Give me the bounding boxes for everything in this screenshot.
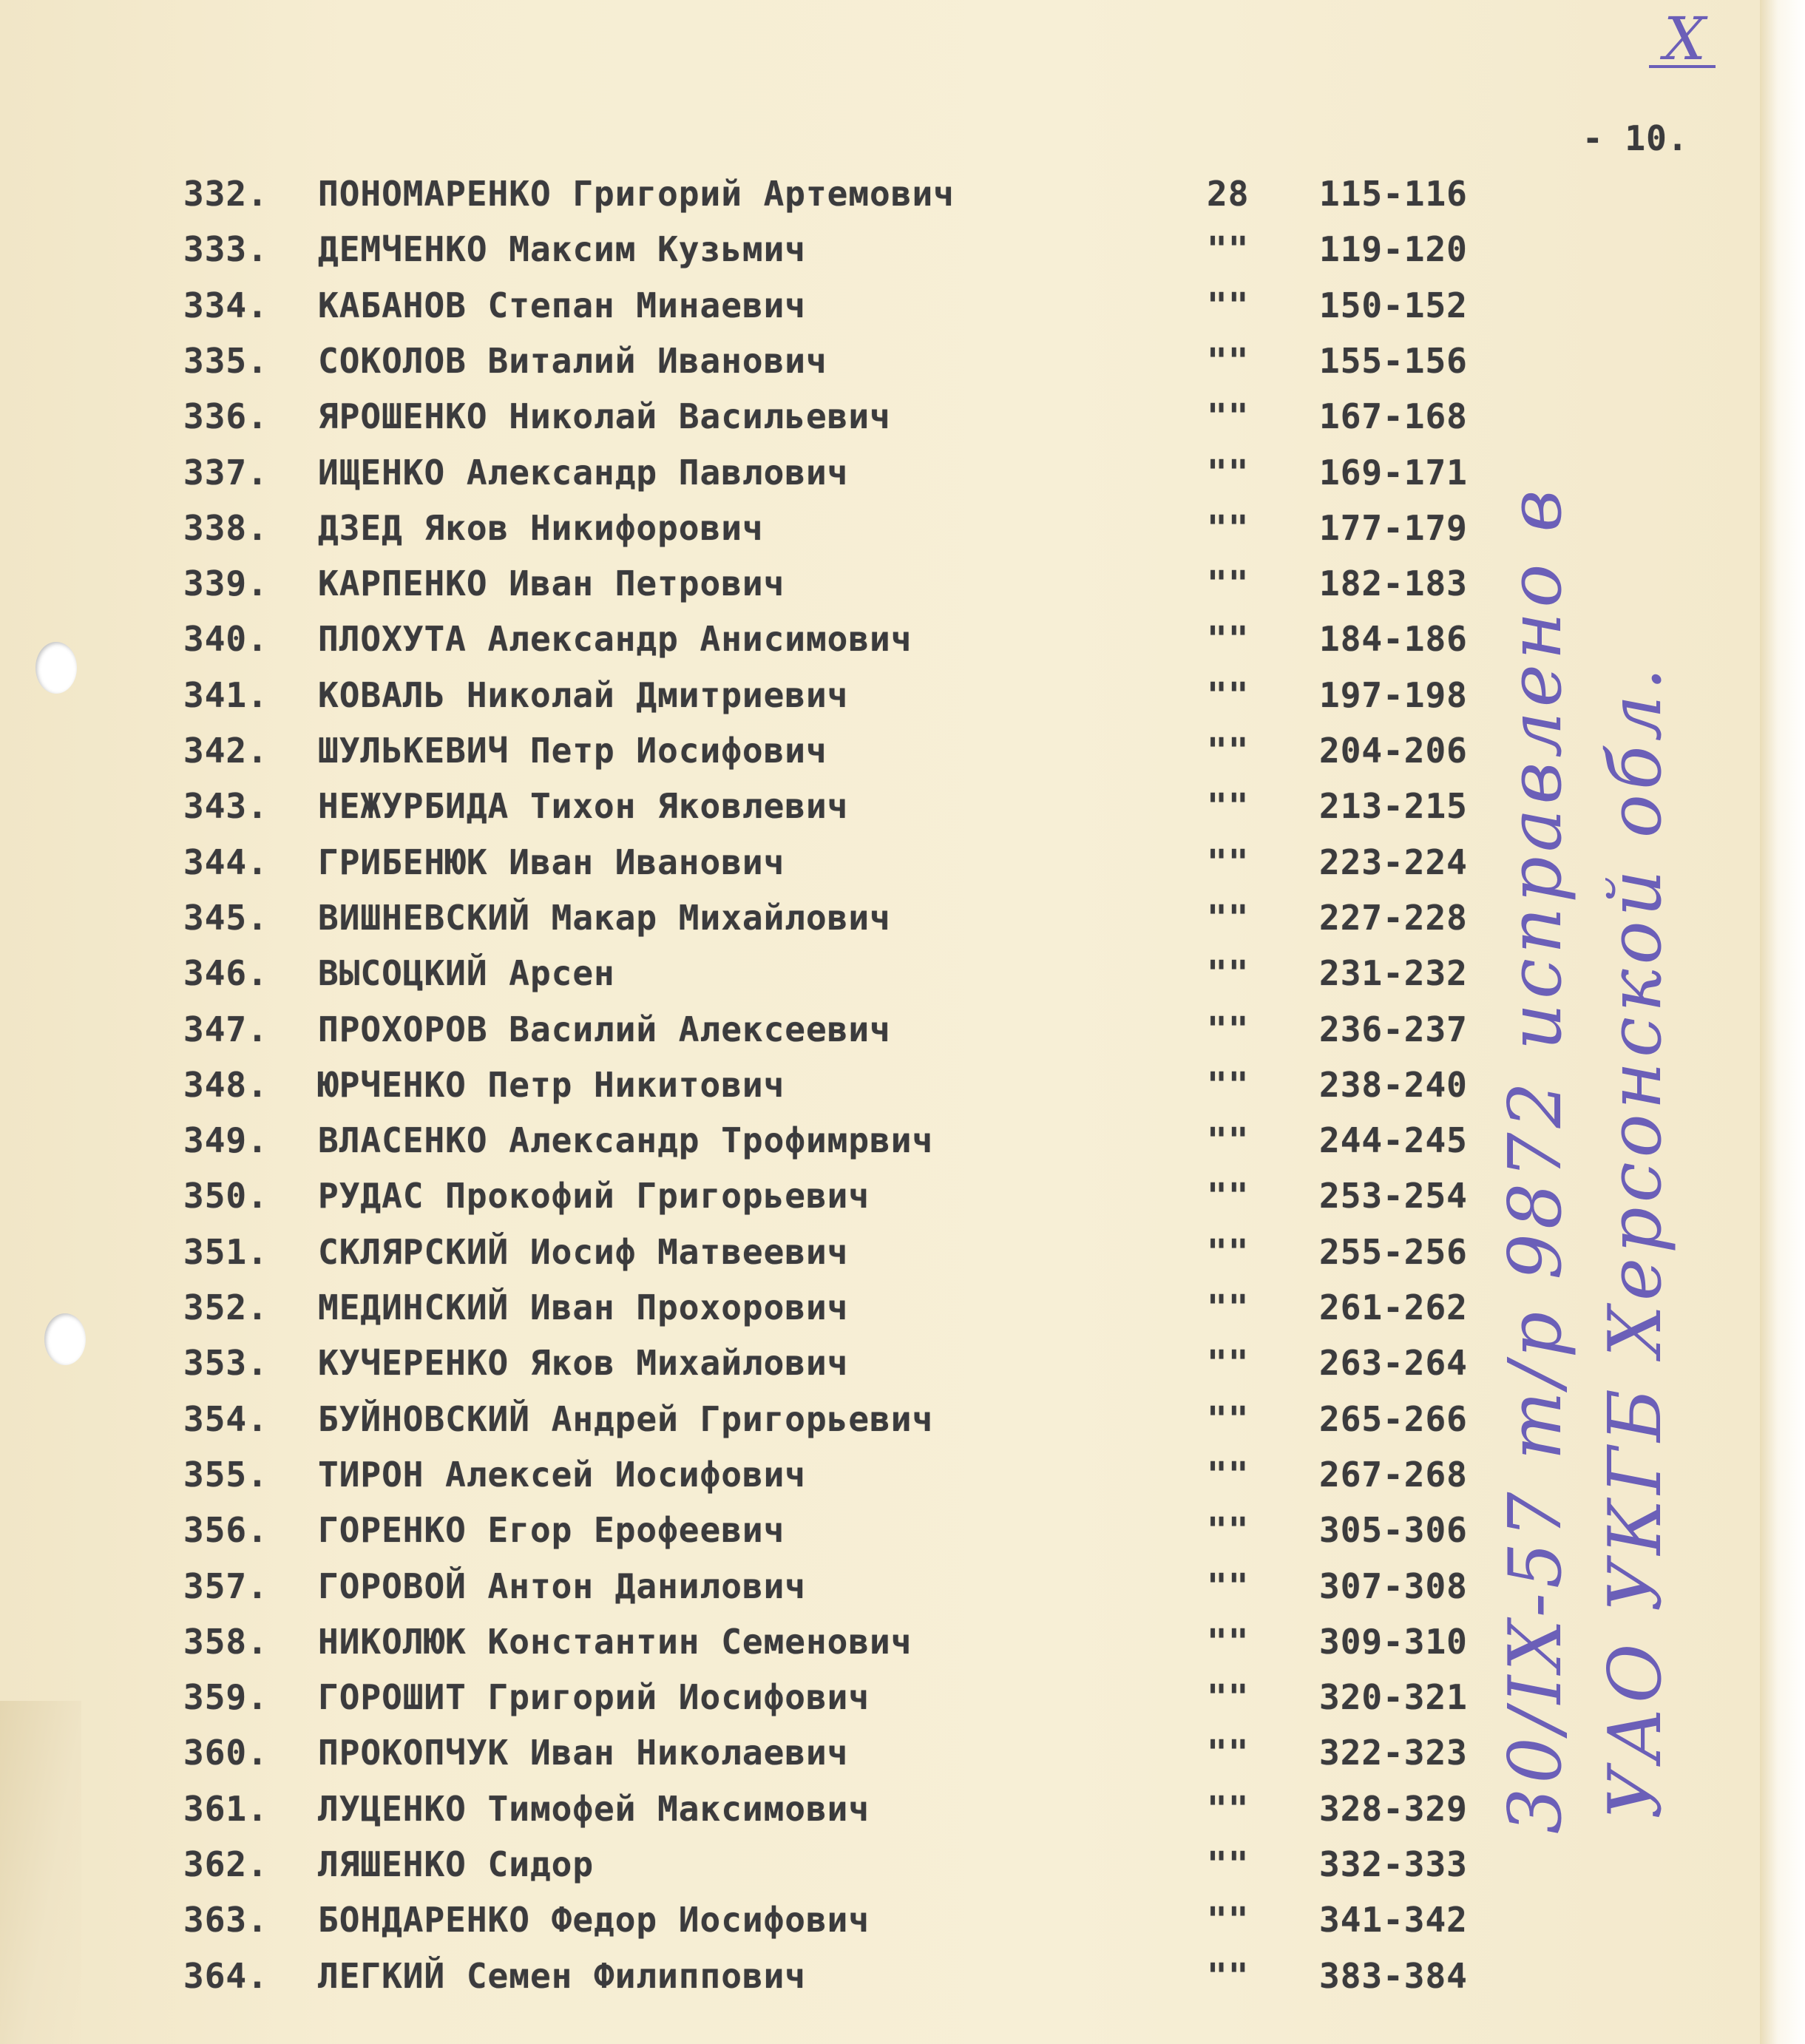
ditto-mark: "" (1207, 1788, 1250, 1829)
person-name: ВИШНЕВСКИЙ Макар Михайлович (318, 897, 891, 938)
person-name: КАРПЕНКО Иван Петрович (318, 564, 785, 604)
entry-number: 358. (183, 1621, 268, 1662)
page-range: 383-384 (1319, 1955, 1468, 1996)
entry-number: 339. (183, 564, 268, 604)
entry-number: 342. (183, 731, 268, 771)
table-row (0, 1455, 1553, 1499)
entry-number: 356. (183, 1510, 268, 1551)
page-range: 265-266 (1319, 1398, 1468, 1439)
ditto-mark: "" (1207, 1009, 1250, 1049)
person-name: НЕЖУРБИДА Тихон Яковлевич (318, 786, 849, 827)
table-row (0, 229, 1553, 274)
page-range: 267-268 (1319, 1454, 1468, 1495)
page-range: 184-186 (1319, 619, 1468, 660)
page-range: 341-342 (1319, 1900, 1468, 1940)
ditto-mark: "" (1207, 1231, 1250, 1272)
entry-number: 349. (183, 1120, 268, 1161)
table-row (0, 453, 1553, 497)
entry-number: 335. (183, 340, 268, 381)
page-range: 322-323 (1319, 1733, 1468, 1773)
table-row (0, 619, 1553, 663)
ditto-mark: "" (1207, 1343, 1250, 1384)
ditto-mark: "" (1207, 1064, 1250, 1105)
page-range: 307-308 (1319, 1566, 1468, 1606)
person-name: КАБАНОВ Степан Минаевич (318, 285, 806, 325)
person-name: ДЕМЧЕНКО Максим Кузьмич (318, 229, 806, 270)
person-name: ЛУЦЕНКО Тимофей Максимович (318, 1788, 870, 1829)
annotation-line-1: 30/IX-57 т/р 9872 исправлено в (1494, 485, 1578, 1834)
ditto-mark: "" (1207, 1510, 1250, 1551)
person-name: БУЙНОВСКИЙ Андрей Григорьевич (318, 1398, 934, 1439)
ditto-mark: "" (1207, 842, 1250, 882)
page-range: 169-171 (1319, 452, 1468, 493)
table-row (0, 1120, 1553, 1165)
table-row (0, 786, 1553, 830)
ditto-mark: "" (1207, 340, 1250, 381)
entry-number: 350. (183, 1176, 268, 1216)
entry-number: 353. (183, 1343, 268, 1384)
person-name: ГОРОШИТ Григорий Иосифович (318, 1677, 870, 1718)
page-range: 182-183 (1319, 564, 1468, 604)
page-range: 231-232 (1319, 953, 1468, 994)
page-range: 150-152 (1319, 285, 1468, 325)
table-row (0, 1065, 1553, 1109)
entry-number: 341. (183, 674, 268, 715)
person-name: ВЛАСЕНКО Александр Трофимрвич (318, 1120, 934, 1161)
ditto-mark: "" (1207, 1677, 1250, 1718)
entry-number: 355. (183, 1454, 268, 1495)
table-row (0, 731, 1553, 775)
table-row (0, 1677, 1553, 1722)
table-row (0, 1232, 1553, 1276)
entry-number: 348. (183, 1064, 268, 1105)
person-name: БОНДАРЕНКО Федор Иосифович (318, 1900, 870, 1940)
entry-number: 347. (183, 1009, 268, 1049)
table-row (0, 1343, 1553, 1387)
ditto-mark: "" (1207, 564, 1250, 604)
page-number: - 10. (1582, 118, 1689, 158)
page-range: 332-333 (1319, 1844, 1468, 1884)
table-row (0, 675, 1553, 720)
page-range: 227-228 (1319, 897, 1468, 938)
table-row (0, 1566, 1553, 1611)
table-row (0, 341, 1553, 385)
person-name: ЯРОШЕНКО Николай Васильевич (318, 396, 891, 437)
person-name: ДЗЕД Яков Никифорович (318, 507, 764, 548)
ditto-mark: "" (1207, 786, 1250, 827)
table-row (0, 1510, 1553, 1554)
person-name: ЛЕГКИЙ Семен Филиппович (318, 1955, 806, 1996)
ditto-mark: "" (1207, 731, 1250, 771)
ditto-mark: "" (1207, 1733, 1250, 1773)
entry-number: 352. (183, 1287, 268, 1327)
table-row (0, 1844, 1553, 1889)
entry-number: 340. (183, 619, 268, 660)
page-range: 204-206 (1319, 731, 1468, 771)
page-range: 328-329 (1319, 1788, 1468, 1829)
table-row (0, 1009, 1553, 1054)
ditto-mark: "" (1207, 1844, 1250, 1884)
table-row (0, 1733, 1553, 1777)
ditto-mark: "" (1207, 1176, 1250, 1216)
entry-number: 344. (183, 842, 268, 882)
person-name: ТИРОН Алексей Иосифович (318, 1454, 806, 1495)
ditto-mark: "" (1207, 619, 1250, 660)
entry-number: 332. (183, 174, 268, 214)
table-row (0, 1287, 1553, 1332)
entry-number: 364. (183, 1955, 268, 1996)
person-name: ГОРЕНКО Егор Ерофеевич (318, 1510, 785, 1551)
page-range: 320-321 (1319, 1677, 1468, 1718)
page-range: 253-254 (1319, 1176, 1468, 1216)
table-row (0, 953, 1553, 998)
entry-number: 333. (183, 229, 268, 270)
ditto-mark: "" (1207, 229, 1250, 270)
page-range: 167-168 (1319, 396, 1468, 437)
person-name: ЛЯШЕНКО Сидор (318, 1844, 595, 1884)
person-name: ГРИБЕНЮК Иван Иванович (318, 842, 785, 882)
page-range: 238-240 (1319, 1064, 1468, 1105)
person-name: КОВАЛЬ Николай Дмитриевич (318, 674, 849, 715)
page-range: 119-120 (1319, 229, 1468, 270)
entry-number: 363. (183, 1900, 268, 1940)
page-range: 115-116 (1319, 174, 1468, 214)
table-row (0, 1622, 1553, 1666)
ditto-mark: "" (1207, 396, 1250, 437)
person-name: ШУЛЬКЕВИЧ Петр Иосифович (318, 731, 827, 771)
ditto-mark: "" (1207, 1900, 1250, 1940)
ditto-mark: "" (1207, 1287, 1250, 1327)
person-name: НИКОЛЮК Константин Семенович (318, 1621, 912, 1662)
ditto-mark: "" (1207, 1398, 1250, 1439)
table-row (0, 396, 1553, 441)
ditto-mark: "" (1207, 285, 1250, 325)
entry-number: 338. (183, 507, 268, 548)
ditto-mark: "" (1207, 452, 1250, 493)
page-range: 255-256 (1319, 1231, 1468, 1272)
ditto-mark: "" (1207, 1454, 1250, 1495)
entry-number: 336. (183, 396, 268, 437)
ditto-mark: 28 (1207, 174, 1250, 214)
table-row (0, 1956, 1553, 2000)
table-row (0, 174, 1553, 218)
page-range: 244-245 (1319, 1120, 1468, 1161)
table-row (0, 1789, 1553, 1833)
page-range: 309-310 (1319, 1621, 1468, 1662)
entry-number: 359. (183, 1677, 268, 1718)
entry-number: 362. (183, 1844, 268, 1884)
person-name: КУЧЕРЕНКО Яков Михайлович (318, 1343, 849, 1384)
entry-number: 345. (183, 897, 268, 938)
ditto-mark: "" (1207, 674, 1250, 715)
entry-number: 357. (183, 1566, 268, 1606)
person-name: ПРОХОРОВ Василий Алексеевич (318, 1009, 891, 1049)
person-name: СОКОЛОВ Виталий Иванович (318, 340, 827, 381)
table-row (0, 898, 1553, 942)
ditto-mark: "" (1207, 897, 1250, 938)
page-range: 155-156 (1319, 340, 1468, 381)
page-range: 236-237 (1319, 1009, 1468, 1049)
ditto-mark: "" (1207, 1120, 1250, 1161)
ditto-mark: "" (1207, 507, 1250, 548)
page-range: 213-215 (1319, 786, 1468, 827)
table-row (0, 1399, 1553, 1444)
ditto-mark: "" (1207, 953, 1250, 994)
annotation-line-2: УАО УКГБ Херсонской обл. (1594, 663, 1678, 1819)
table-row (0, 1176, 1553, 1220)
ditto-mark: "" (1207, 1621, 1250, 1662)
page-range: 263-264 (1319, 1343, 1468, 1384)
person-name: РУДАС Прокофий Григорьевич (318, 1176, 870, 1216)
entry-number: 343. (183, 786, 268, 827)
person-name: ИЩЕНКО Александр Павлович (318, 452, 849, 493)
table-row (0, 508, 1553, 552)
page-range: 261-262 (1319, 1287, 1468, 1327)
person-name: ГОРОВОЙ Антон Данилович (318, 1566, 806, 1606)
person-name: ПРОКОПЧУК Иван Николаевич (318, 1733, 849, 1773)
ditto-mark: "" (1207, 1566, 1250, 1606)
page-range: 223-224 (1319, 842, 1468, 882)
page-edge (1760, 0, 1805, 2044)
corner-mark-text: X (1664, 15, 1710, 73)
entry-number: 351. (183, 1231, 268, 1272)
person-name: ПЛОХУТА Александр Анисимович (318, 619, 912, 660)
entry-number: 346. (183, 953, 268, 994)
entry-number: 360. (183, 1733, 268, 1773)
person-name: СКЛЯРСКИЙ Иосиф Матвеевич (318, 1231, 849, 1272)
table-row (0, 285, 1553, 330)
corner-mark (1634, 15, 1730, 96)
entry-number: 337. (183, 452, 268, 493)
person-name: МЕДИНСКИЙ Иван Прохорович (318, 1287, 849, 1327)
entry-number: 354. (183, 1398, 268, 1439)
table-row (0, 1900, 1553, 1944)
person-name: ЮРЧЕНКО Петр Никитович (318, 1064, 785, 1105)
table-row (0, 564, 1553, 608)
page-range: 177-179 (1319, 507, 1468, 548)
person-name: ПОНОМАРЕНКО Григорий Артемович (318, 174, 955, 214)
page-range: 305-306 (1319, 1510, 1468, 1551)
ditto-mark: "" (1207, 1955, 1250, 1996)
entry-number: 361. (183, 1788, 268, 1829)
entry-number: 334. (183, 285, 268, 325)
page-range: 197-198 (1319, 674, 1468, 715)
person-name: ВЫСОЦКИЙ Арсен (318, 953, 615, 994)
table-row (0, 842, 1553, 887)
